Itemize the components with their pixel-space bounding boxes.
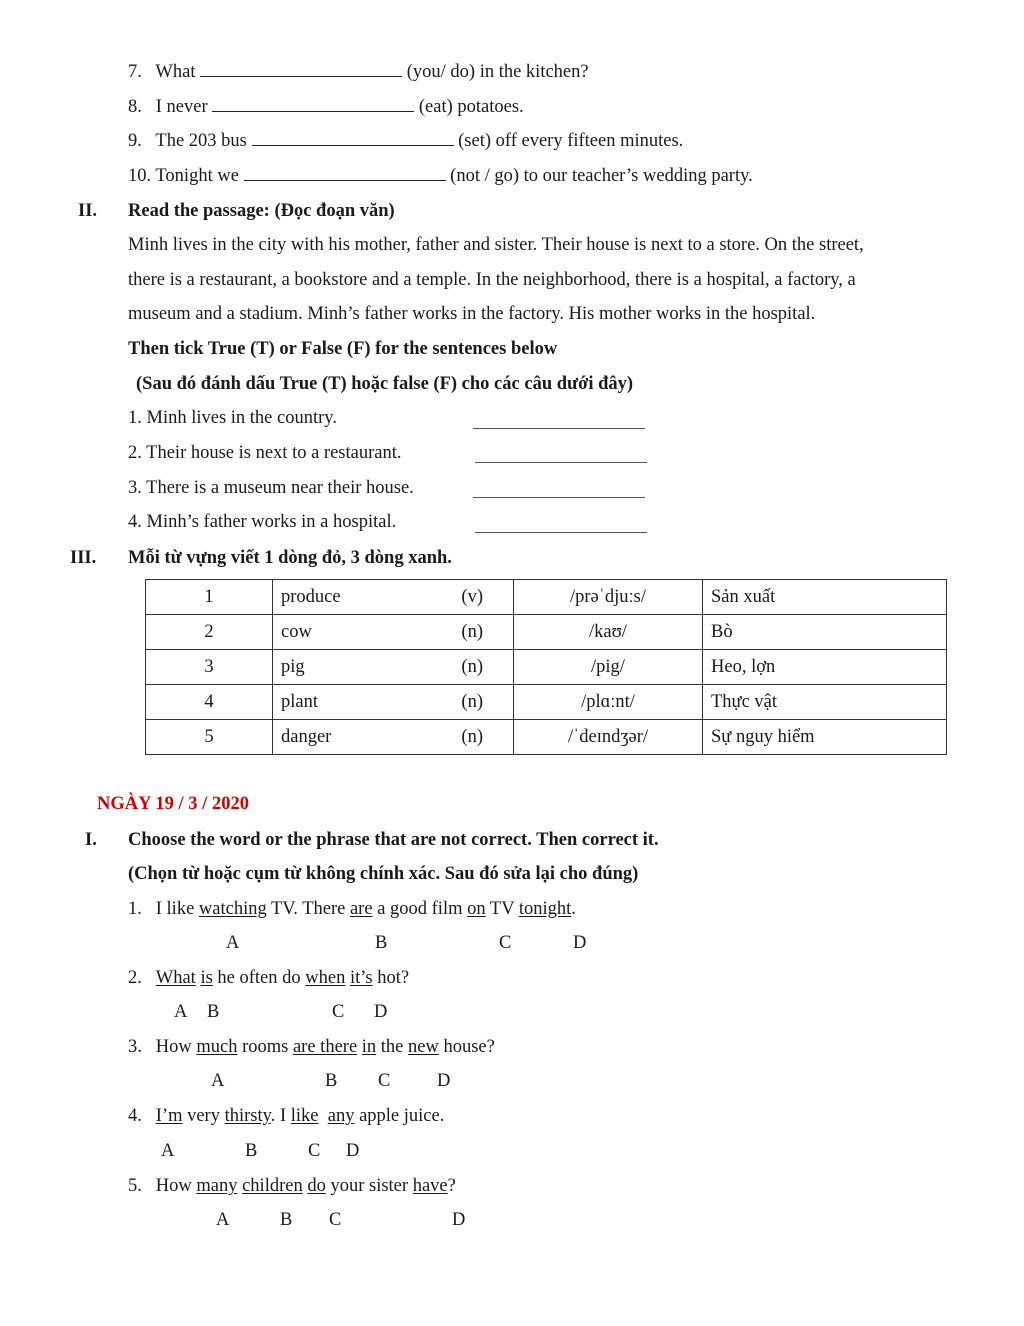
- passage-line: Minh lives in the city with his mother, father and sister. Their house is next to a store. On the street,: [128, 235, 864, 255]
- option-letter-d: D: [573, 933, 587, 953]
- tf-statement: 4. Minh’s father works in a hospital.: [128, 512, 397, 532]
- meaning: Bò: [703, 615, 947, 650]
- meaning: Sự nguy hiểm: [703, 720, 947, 755]
- question-text: a good film: [372, 899, 468, 919]
- question-number: 3.: [128, 1037, 142, 1057]
- row-number: 3: [146, 650, 273, 685]
- part-of-speech: (n): [461, 656, 483, 677]
- option-c-phrase[interactable]: do: [307, 1176, 326, 1196]
- option-letter-c: C: [499, 933, 512, 953]
- table-row: [146, 615, 947, 650]
- question-text: house?: [438, 1037, 495, 1057]
- row-number: 1: [146, 580, 273, 615]
- pronunciation: /plɑːnt/: [514, 685, 703, 720]
- row-number: 2: [146, 615, 273, 650]
- question-text: How: [155, 1176, 197, 1196]
- question-text: the: [376, 1037, 409, 1057]
- question-text: [318, 1106, 327, 1126]
- error-question-2: [128, 967, 409, 989]
- part-of-speech: (n): [461, 691, 483, 712]
- error-question-3: [128, 1036, 495, 1058]
- option-letter-a: A: [226, 933, 240, 953]
- question-text: ?: [447, 1176, 456, 1196]
- meaning: Thực vật: [703, 685, 947, 720]
- error-question-4: [128, 1105, 444, 1127]
- option-d-phrase[interactable]: new: [408, 1037, 439, 1057]
- pronunciation: /ˈdeɪndʒər/: [514, 720, 703, 755]
- answer-blank[interactable]: [200, 62, 402, 77]
- section-heading: Choose the word or the phrase that are not correct. Then correct it.: [128, 830, 659, 850]
- option-a-phrase[interactable]: many: [196, 1176, 238, 1196]
- vocab-word: plant: [281, 691, 318, 712]
- option-letter-d: D: [437, 1071, 451, 1091]
- option-d-phrase[interactable]: any: [327, 1106, 355, 1126]
- question-text: hot?: [372, 968, 410, 988]
- meaning: Heo, lợn: [703, 650, 947, 685]
- question-text: apple juice.: [354, 1106, 445, 1126]
- option-letter-c: C: [378, 1071, 391, 1091]
- day-header: NGÀY 19 / 3 / 2020: [97, 794, 249, 814]
- section-numeral: III.: [70, 548, 97, 568]
- question-text: . I: [270, 1106, 291, 1126]
- section-numeral: I.: [85, 830, 97, 850]
- question-text: (eat) potatoes.: [418, 97, 524, 117]
- question-10: [128, 165, 753, 187]
- passage-line: there is a restaurant, a bookstore and a temple. In the neighborhood, there is a hospital, a factory, a: [128, 270, 856, 290]
- question-text: rooms: [237, 1037, 293, 1057]
- table-row: [146, 580, 947, 615]
- tf-answer-line[interactable]: [475, 532, 647, 533]
- vocabulary-table: [145, 579, 947, 755]
- question-number: 8.: [128, 97, 142, 117]
- option-b-phrase[interactable]: thirsty: [224, 1106, 271, 1126]
- word-cell: [273, 685, 514, 720]
- question-text: (not / go) to our teacher’s wedding party.: [450, 166, 753, 186]
- option-letter-a: A: [174, 1002, 188, 1022]
- tf-answer-line[interactable]: [475, 462, 647, 463]
- option-letter-a: A: [161, 1141, 175, 1161]
- vocab-word: produce: [281, 586, 341, 607]
- option-letter-c: C: [332, 1002, 345, 1022]
- option-d-phrase[interactable]: tonight: [518, 899, 572, 919]
- answer-blank[interactable]: [212, 97, 414, 112]
- question-9: [128, 130, 683, 152]
- question-text: (you/ do) in the kitchen?: [406, 62, 589, 82]
- question-text: your sister: [325, 1176, 413, 1196]
- option-b-phrase[interactable]: are: [349, 899, 373, 919]
- table-row: [146, 685, 947, 720]
- vocab-word: cow: [281, 621, 312, 642]
- question-number: 4.: [128, 1106, 142, 1126]
- option-letter-a: A: [211, 1071, 225, 1091]
- option-letter-d: D: [452, 1210, 466, 1230]
- question-text: How: [155, 1037, 197, 1057]
- section-numeral: II.: [78, 201, 98, 221]
- table-row: [146, 650, 947, 685]
- question-number: 7.: [128, 62, 142, 82]
- vocab-word: pig: [281, 656, 305, 677]
- table-row: [146, 720, 947, 755]
- option-letter-d: D: [374, 1002, 388, 1022]
- tf-answer-line[interactable]: [473, 497, 645, 498]
- question-text: The 203 bus: [155, 131, 247, 151]
- option-letter-b: B: [375, 933, 388, 953]
- question-text: very: [182, 1106, 225, 1126]
- question-7: [128, 61, 589, 83]
- tf-answer-line[interactable]: [473, 428, 645, 429]
- option-letter-c: C: [329, 1210, 342, 1230]
- option-a-phrase[interactable]: much: [196, 1037, 238, 1057]
- question-text: TV: [485, 899, 519, 919]
- question-text: I never: [155, 97, 208, 117]
- option-letter-b: B: [280, 1210, 293, 1230]
- row-number: 5: [146, 720, 273, 755]
- question-number: 10.: [128, 166, 152, 186]
- question-text: Tonight we: [155, 166, 239, 186]
- option-a-phrase[interactable]: What: [155, 968, 196, 988]
- option-a-phrase[interactable]: watching: [198, 899, 267, 919]
- section-heading: Read the passage: (Đọc đoạn văn): [128, 201, 395, 221]
- word-cell: [273, 580, 514, 615]
- tf-statement: 3. There is a museum near their house.: [128, 478, 414, 498]
- option-c-phrase[interactable]: on: [467, 899, 486, 919]
- option-letter-b: B: [325, 1071, 338, 1091]
- answer-blank[interactable]: [252, 131, 454, 146]
- option-b-phrase[interactable]: is: [200, 968, 213, 988]
- question-text: (set) off every fifteen minutes.: [458, 131, 684, 151]
- word-cell: [273, 650, 514, 685]
- section-heading-vietnamese: (Chọn từ hoặc cụm từ không chính xác. Sau đó sửa lại cho đúng): [128, 864, 639, 884]
- word-cell: [273, 615, 514, 650]
- part-of-speech: (v): [461, 586, 483, 607]
- option-letter-a: A: [216, 1210, 230, 1230]
- option-c-phrase[interactable]: like: [290, 1106, 319, 1126]
- pronunciation: /prəˈdjuːs/: [514, 580, 703, 615]
- option-b-phrase[interactable]: are there: [292, 1037, 358, 1057]
- part-of-speech: (n): [461, 726, 483, 747]
- question-number: 2.: [128, 968, 142, 988]
- error-question-5: [128, 1175, 456, 1197]
- pronunciation: /kaʊ/: [514, 615, 703, 650]
- instruction-vietnamese: (Sau đó đánh dấu True (T) hoặc false (F) cho các câu dưới đây): [136, 374, 634, 394]
- passage-line: museum and a stadium. Minh’s father works in the factory. His mother works in the hospital.: [128, 304, 816, 324]
- option-c-phrase[interactable]: when: [305, 968, 346, 988]
- question-text: he often do: [212, 968, 306, 988]
- pronunciation: /pig/: [514, 650, 703, 685]
- tf-statement: 2. Their house is next to a restaurant.: [128, 443, 402, 463]
- question-number: 1.: [128, 899, 142, 919]
- instruction-english: Then tick True (T) or False (F) for the sentences below: [128, 339, 558, 359]
- vocab-word: danger: [281, 726, 332, 747]
- answer-blank[interactable]: [244, 166, 446, 181]
- question-text: .: [571, 899, 576, 919]
- row-number: 4: [146, 685, 273, 720]
- option-a-phrase[interactable]: I’m: [155, 1106, 183, 1126]
- question-text: I like: [155, 899, 199, 919]
- option-b-phrase[interactable]: children: [242, 1176, 303, 1196]
- question-text: What: [155, 62, 196, 82]
- question-8: [128, 96, 524, 118]
- option-letter-c: C: [308, 1141, 321, 1161]
- question-number: 9.: [128, 131, 142, 151]
- option-c-phrase[interactable]: in: [361, 1037, 377, 1057]
- word-cell: [273, 720, 514, 755]
- option-d-phrase[interactable]: it’s: [349, 968, 373, 988]
- question-number: 5.: [128, 1176, 142, 1196]
- option-d-phrase[interactable]: have: [412, 1176, 448, 1196]
- option-letter-b: B: [245, 1141, 258, 1161]
- option-letter-b: B: [207, 1002, 220, 1022]
- error-question-1: [128, 898, 576, 920]
- part-of-speech: (n): [461, 621, 483, 642]
- option-letter-d: D: [346, 1141, 360, 1161]
- meaning: Sản xuất: [703, 580, 947, 615]
- section-heading: Mỗi từ vựng viết 1 dòng đỏ, 3 dòng xanh.: [128, 548, 452, 568]
- tf-statement: 1. Minh lives in the country.: [128, 408, 337, 428]
- question-text: TV. There: [266, 899, 350, 919]
